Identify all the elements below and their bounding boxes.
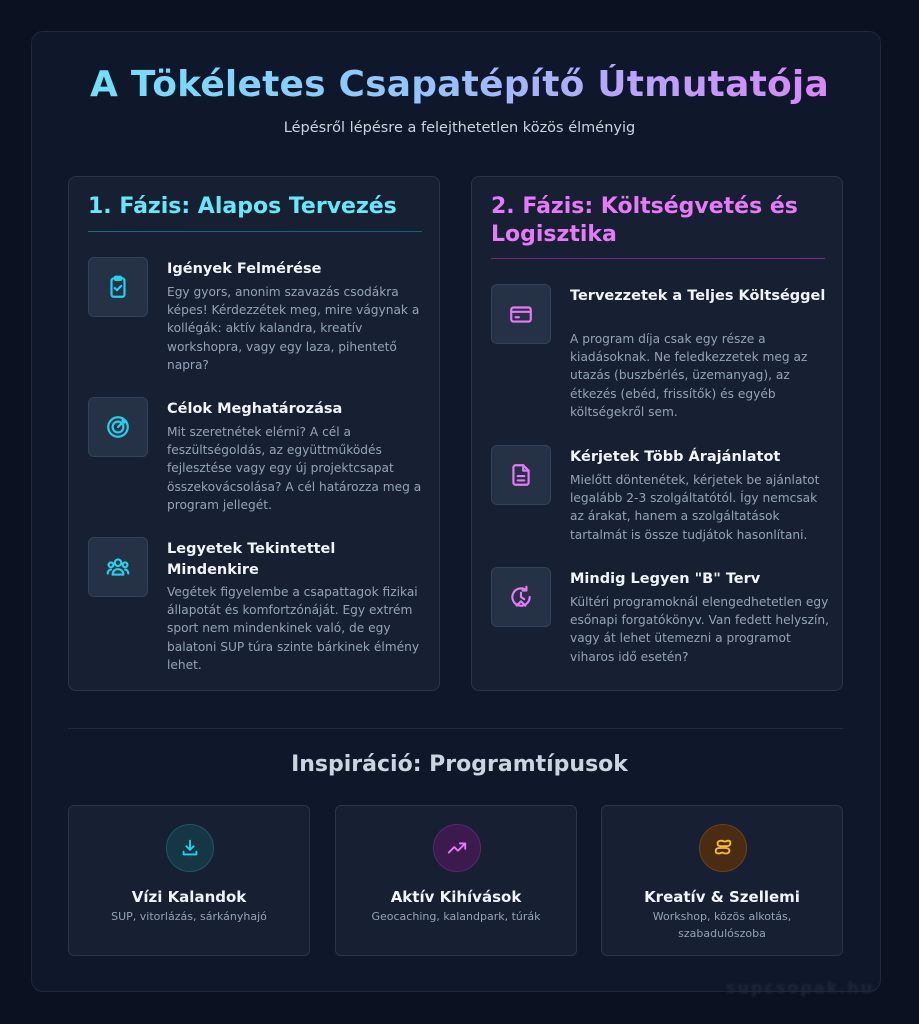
- target-icon: [88, 397, 148, 457]
- watermark: supcsopak.hu: [726, 978, 875, 997]
- card-title: Vízi Kalandok: [131, 888, 247, 906]
- step-text: A program díja csak egy része a kiadásoknak. Ne feledkezzetek meg az utazás (buszbérlés, üzemanyag), az étkezés (ebéd, frissítők) és egyéb költségekről sem.: [570, 332, 808, 419]
- card-creative-mental[interactable]: [601, 805, 843, 956]
- phase-2-divider: [491, 258, 825, 259]
- trending-up-icon: [433, 824, 481, 872]
- brain-icon: [699, 824, 747, 872]
- step-title: Célok Meghatározása: [167, 401, 343, 417]
- card-active-challenges[interactable]: [335, 805, 577, 956]
- phase-1-title: 1. Fázis: Alapos Tervezés: [88, 194, 397, 219]
- card-water-adventures[interactable]: [68, 805, 310, 956]
- users-icon: [88, 537, 148, 597]
- download-icon: [166, 824, 214, 872]
- section-divider: [68, 728, 843, 729]
- step-text: Vegétek figyelembe a csapattagok fizikai állapotát és komfortzónáját. Egy extrém sport nem mindenkinek való, de egy balatoni SUP túra szinte bárkinek élmény lehet.: [167, 585, 420, 672]
- credit-card-icon: [491, 284, 551, 344]
- step-text: Egy gyors, anonim szavazás csodákra képes! Kérdezzétek meg, mire vágynak a kollégák: aktív kalandra, kreatív workshopra, vagy egy laza, pihentető napra?: [167, 285, 420, 372]
- phase-1-panel: [68, 176, 440, 691]
- inspiration-title: Inspiráció: Programtípusok: [291, 752, 628, 777]
- step-text: Mielőtt döntenétek, kérjetek be ajánlatot legalább 2-3 szolgáltatótól. Így nemcsak az árakat, hanem a szolgáltatások tartalmát is össze tudjátok hasonlítani.: [570, 473, 820, 542]
- phase-2-title: 2. Fázis: Költségvetés és Logisztika: [491, 194, 798, 247]
- page-subtitle: Lépésről lépésre a felejthetetlen közös élményig: [283, 120, 636, 136]
- clock-backup-icon: [491, 567, 551, 627]
- clipboard-check-icon: [88, 257, 148, 317]
- phase-1-divider: [88, 231, 422, 232]
- document-icon: [491, 445, 551, 505]
- card-text: Workshop, közös alkotás, szabadulószoba: [652, 910, 792, 940]
- card-text: SUP, vitorlázás, sárkányhajó: [111, 910, 267, 923]
- step-title: Igények Felmérése: [167, 261, 322, 277]
- step-title: Mindig Legyen "B" Terv: [570, 571, 761, 587]
- step-text: Kültéri programoknál elengedhetetlen egy esőnapi forgatókönyv. Van fedett helyszín, vagy át lehet ütemezni a programot viharos idő esetén?: [570, 595, 829, 664]
- step-title: Kérjetek Több Árajánlatot: [570, 449, 781, 465]
- card-title: Aktív Kihívások: [390, 888, 522, 906]
- step-title: Tervezzetek a Teljes Költséggel: [570, 288, 826, 304]
- page-title: A Tökéletes Csapatépítő Útmutatója: [0, 64, 919, 105]
- card-title: Kreatív & Szellemi: [644, 888, 800, 906]
- phase-2-panel: [471, 176, 843, 691]
- step-text: Mit szeretnétek elérni? A cél a feszültségoldás, az együttműködés fejlesztése vagy egy új projektcsapat összekovácsolása? A cél határozza meg a program jellegét.: [167, 425, 422, 512]
- step-title: Legyetek Tekintettel Mindenkire: [167, 541, 336, 578]
- card-text: Geocaching, kalandpark, túrák: [371, 910, 541, 923]
